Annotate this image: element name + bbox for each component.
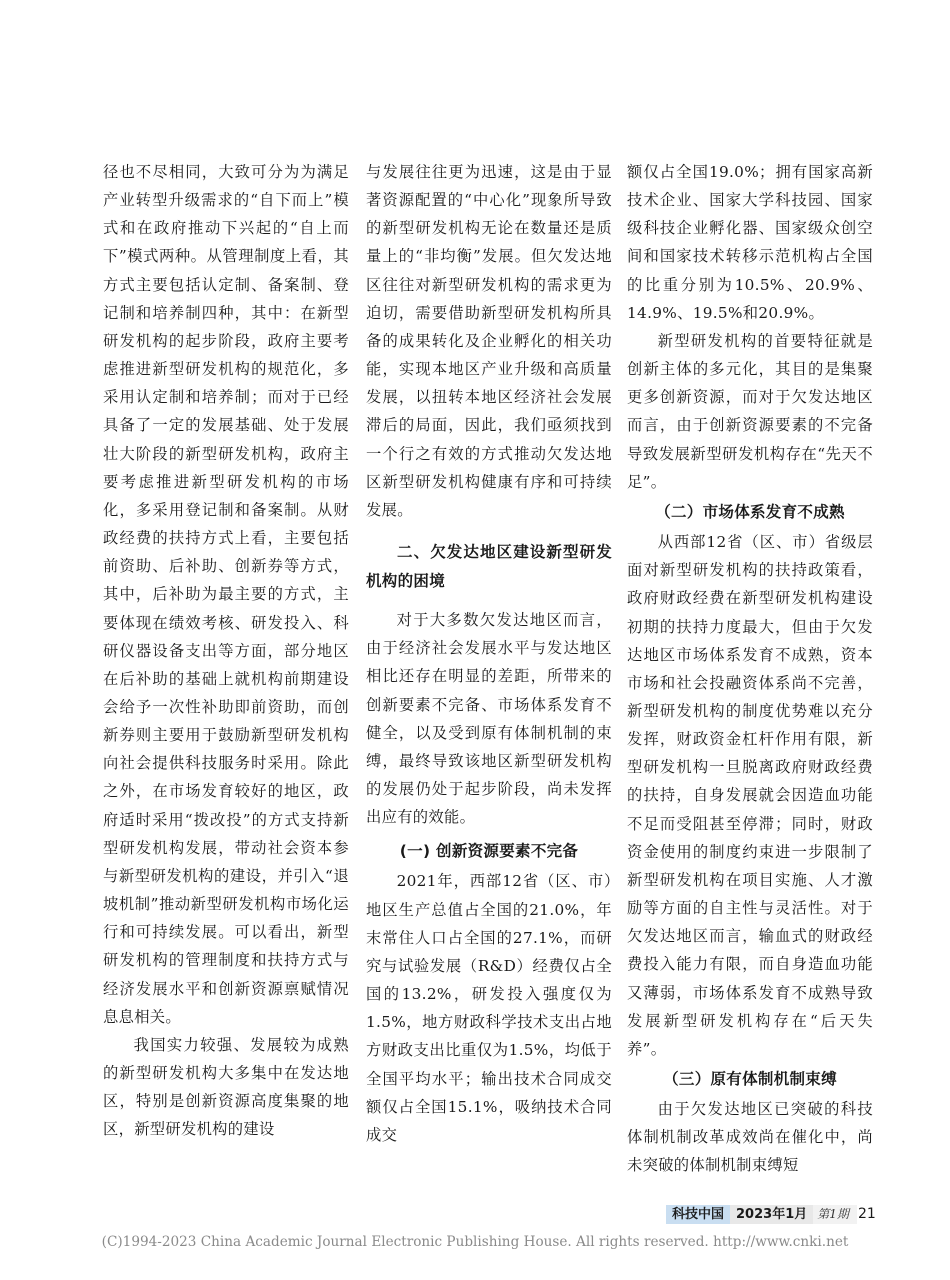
paragraph: 我国实力较强、发展较为成熟的新型研发机构大多集中在发达地区，特别是创新资源高度集聚的地区，新型研发机构的建设 xyxy=(103,1035,349,1139)
paragraph: 由于欠发达地区已突破的科技体制机制改革成效尚在催化中，尚未突破的体制机制束缚短 xyxy=(627,1100,873,1175)
subsection-heading: （二）市场体系发育不成熟 xyxy=(655,502,845,521)
journal-name: 科技中国 xyxy=(666,1205,730,1224)
column-middle xyxy=(366,158,612,1149)
subsection-heading: (一) 创新资源要素不完备 xyxy=(399,842,579,861)
page-number: 21 xyxy=(858,1206,876,1222)
paragraph: 与发展往往更为迅速，这是由于显著资源配置的“中心化”现象所导致的新型研发机构无论在数量还是质量上的“非均衡”发展。但欠发达地区往往对新型研发机构的需求更为迫切，需要借助新型研发机构所具备的成果转化及企业孵化的相关功能，实现本地区产业升级和高质量发展，以扭转本地区经济社会发展滞后的局面，因此，我们亟须找到一个行之有效的方式推动欠发达地区新型研发机构健康有序和可持续发展。 xyxy=(366,163,612,519)
paragraph: 额仅占全国19.0%；拥有国家高新技术企业、国家大学科技园、国家级科技企业孵化器、国家级众创空间和国家技术转移示范机构占全国的比重分别为10.5%、20.9%、14.9%、19.5%和20.9%。 xyxy=(627,163,873,322)
paragraph: 2021年，西部12省（区、市）地区生产总值占全国的21.0%，年末常住人口占全国的27.1%，而研究与试验发展（R&D）经费仅占全国的13.2%，研发投入强度仅为1.5%，地方财政科学技术支出占地方财政支出比重仅为1.5%，均低于全国平均水平；输出技术合同成交额仅占全国15.1%，吸纳技术合同成交 xyxy=(366,872,612,1144)
issue-date: 2023年1月 xyxy=(730,1205,813,1224)
column-right xyxy=(627,158,873,1180)
paragraph: 从西部12省（区、市）省级层面对新型研发机构的扶持政策看，政府财政经费在新型研发机构建设初期的扶持力度最大，但由于欠发达地区市场体系发育不成熟，资本市场和社会投融资体系尚不完善，新型研发机构的制度优势难以充分发挥，财政资金杠杆作用有限，新型研发机构一旦脱离政府财政经费的扶持，自身发展就会因造血功能不足而受阻甚至停滞；同时，财政资金使用的制度约束进一步限制了新型研发机构在项目实施、人才激励等方面的自主性与灵活性。对于欠发达地区而言，输血式的财政经费投入能力有限，而自身造血功能又薄弱，市场体系发育不成熟导致发展新型研发机构存在“后天失养”。 xyxy=(627,533,873,1058)
section-heading: 二、欠发达地区建设新型研发机构的困境 xyxy=(366,543,612,591)
journal-footer-tag xyxy=(666,1205,857,1224)
paragraph: 新型研发机构的首要特征就是创新主体的多元化，其目的是集聚更多创新资源，而对于欠发达地区而言，由于创新资源要素的不完备导致发展新型研发机构存在“先天不足”。 xyxy=(627,331,873,491)
paragraph: 径也不尽相同，大致可分为为满足产业转型升级需求的“自下而上”模式和在政府推动下兴起的“自上而下”模式两种。从管理制度上看，其方式主要包括认定制、备案制、登记制和培养制四种，其中：在新型研发机构的起步阶段，政府主要考虑推进新型研发机构的规范化，多采用认定制和培养制；而对于已经具备了一定的发展基础、处于发展壮大阶段的新型研发机构，政府主要考虑推进新型研发机构的市场化，多采用登记制和备案制。从财政经费的扶持方式上看，主要包括前资助、后补助、创新券等方式，其中，后补助为最主要的方式，主要体现在绩效考核、研发投入、科研仪器设备支出等方面，部分地区在后补助的基础上就机构前期建设会给予一次性补助即前资助，而创新券则主要用于鼓励新型研发机构向社会提供科技服务时采用。除此之外，在市场发育较好的地区，政府适时采用“拨改投”的方式支持新型研发机构发展，带动社会资本参与新型研发机构的建设，并引入“退坡机制”推动新型研发机构市场化运行和可持续发展。可以看出，新型研发机构的管理制度和扶持方式与经济发展水平和创新资源禀赋情况息息相关。 xyxy=(103,163,349,1026)
column-left xyxy=(103,158,349,1143)
copyright-notice: (C)1994-2023 China Academic Journal Electronic Publishing House. All rights reserved. http://www.cnki.net xyxy=(101,1234,849,1250)
subsection-heading: （三）原有体制机制束缚 xyxy=(663,1070,837,1088)
issue-number: 第1期 xyxy=(813,1205,857,1224)
paragraph: 对于大多数欠发达地区而言，由于经济社会发展水平与发达地区相比还存在明显的差距，所带来的创新要素不完备、市场体系发育不健全，以及受到原有体制机制的束缚，最终导致该地区新型研发机构的发展仍处于起步阶段，尚未发挥出应有的效能。 xyxy=(366,611,612,827)
